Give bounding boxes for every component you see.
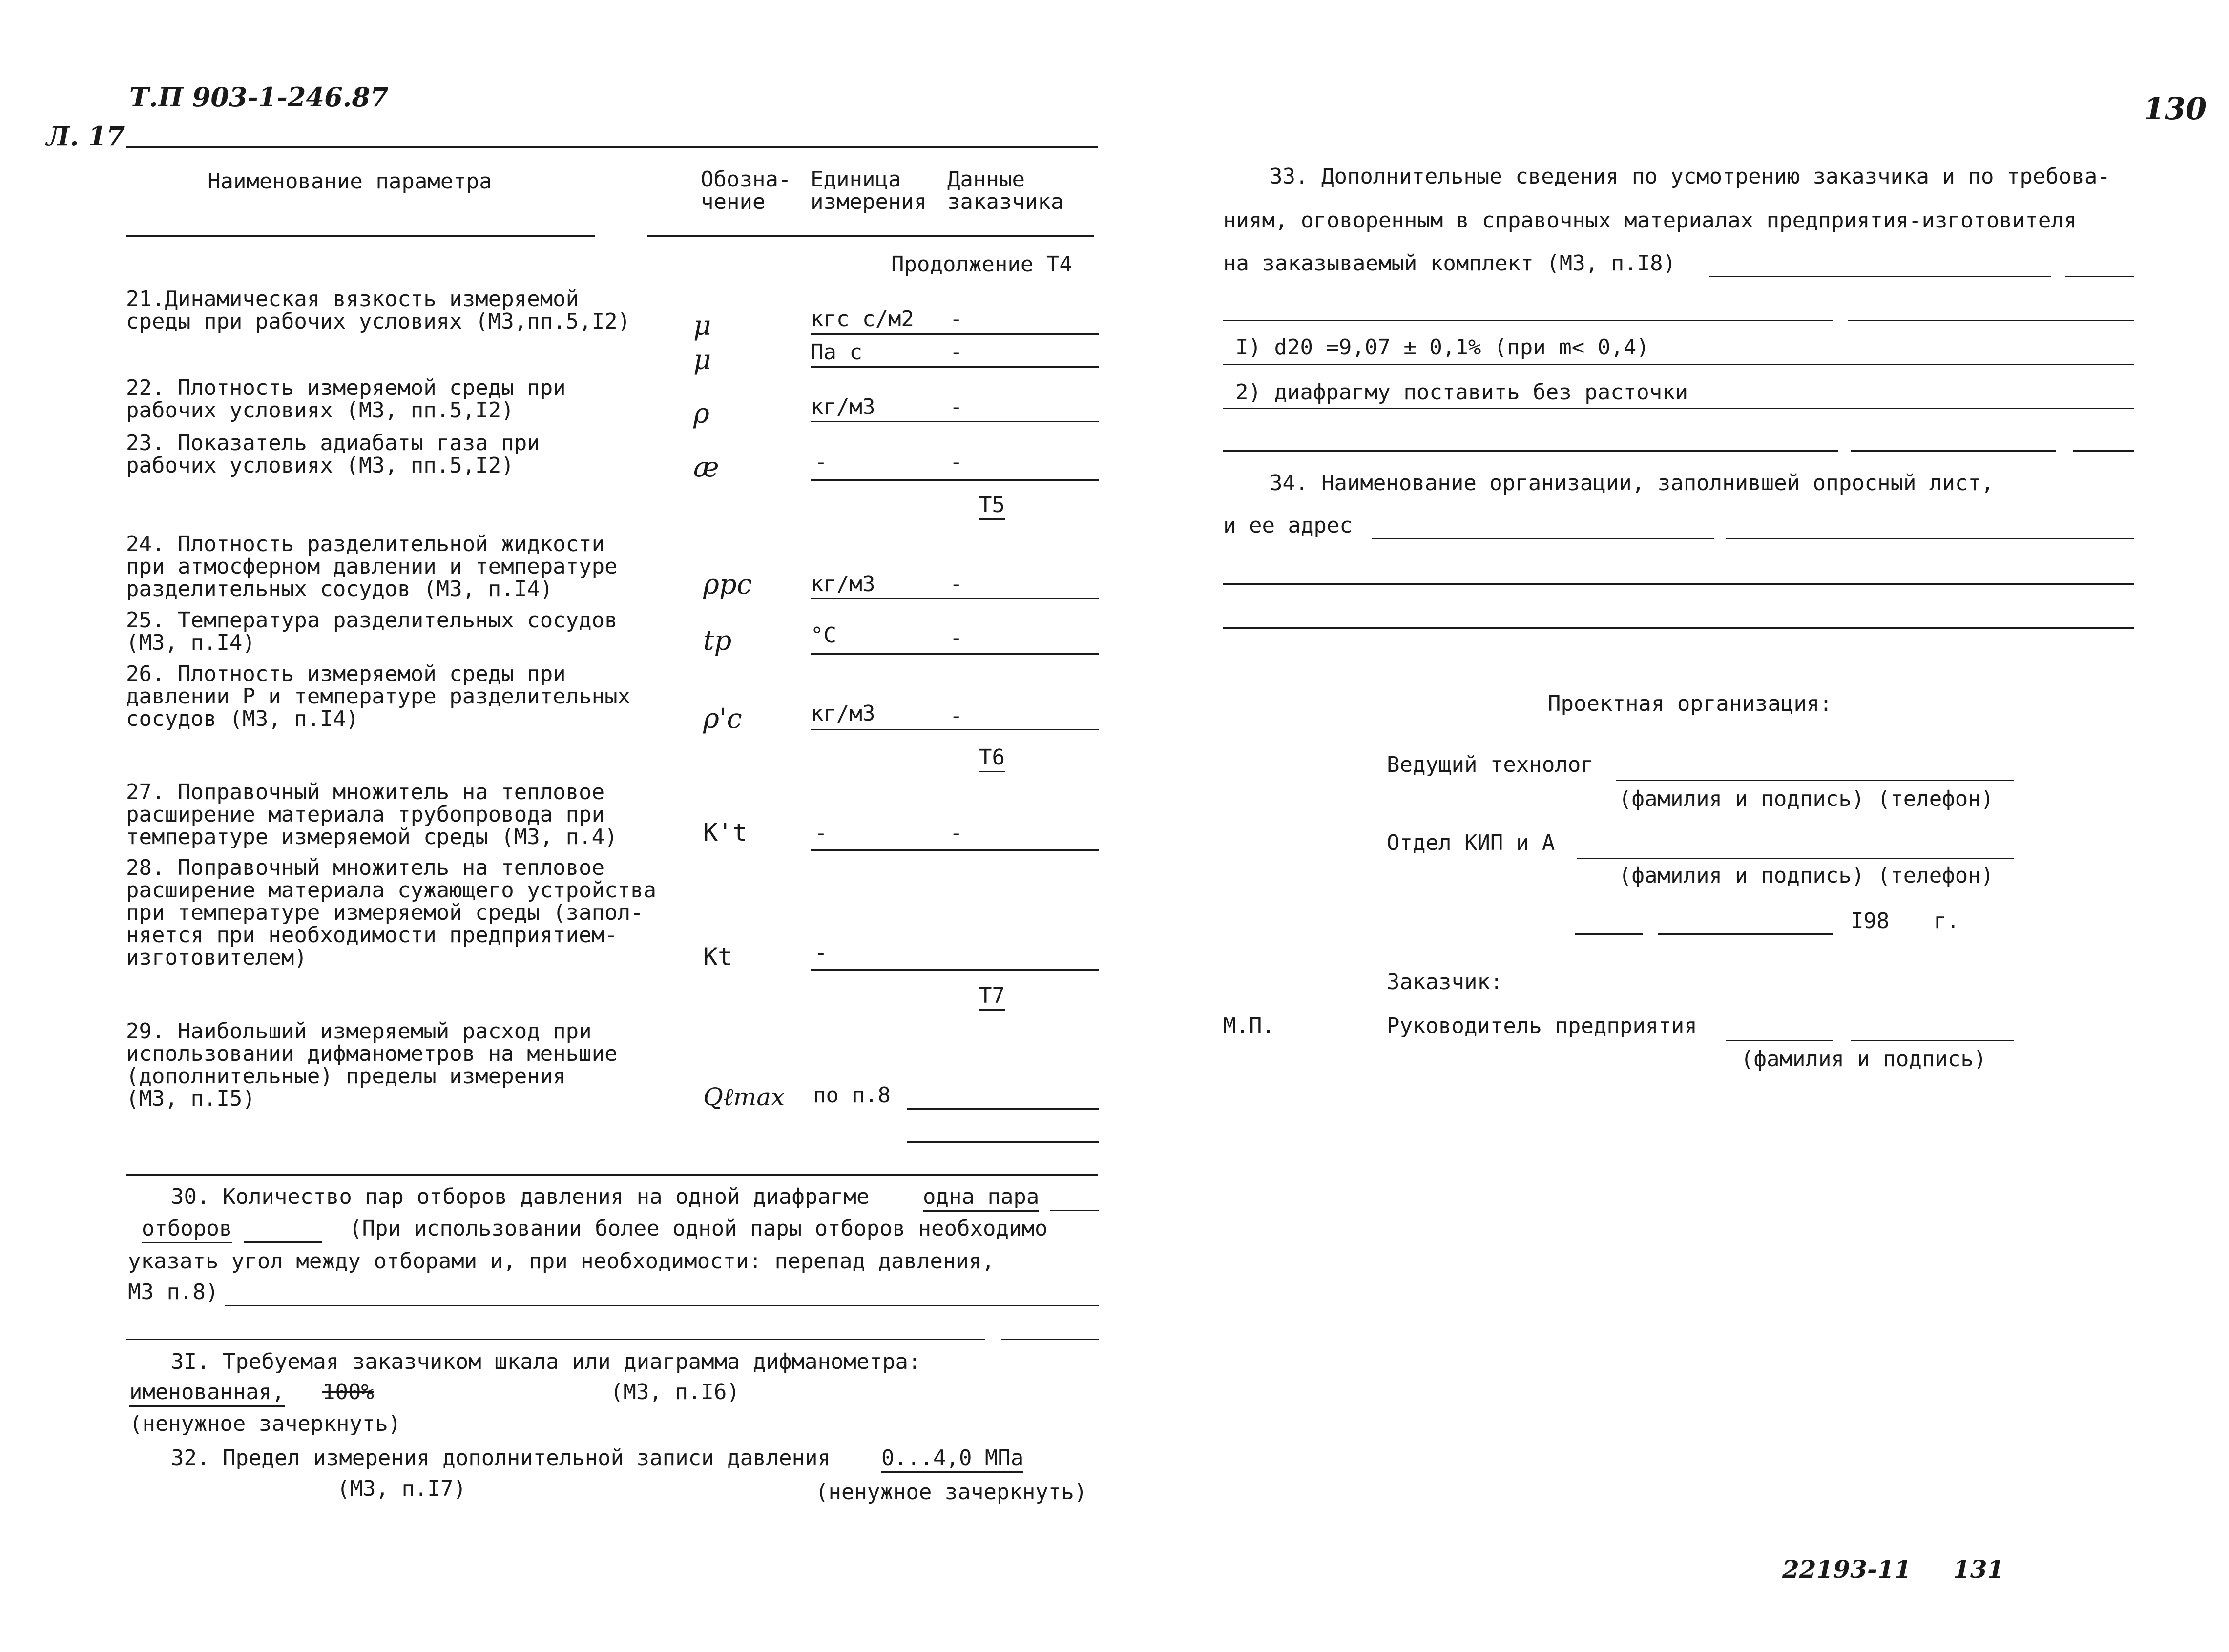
param-26-unit: кг/м3 bbox=[811, 701, 875, 726]
column-header-symbol: Обозна- чение bbox=[701, 167, 792, 214]
table-mark-t7: Т7 bbox=[979, 985, 1005, 1007]
param-21-data: - bbox=[950, 307, 963, 331]
table-bottom-rule bbox=[126, 1174, 1098, 1176]
item-32-note: (ненужное зачеркнуть) bbox=[815, 1480, 1087, 1505]
stamp-place-label: М.П. bbox=[1223, 1013, 1275, 1038]
item-32-value: 0...4,0 МПа bbox=[881, 1447, 1023, 1469]
year-text: I98 bbox=[1851, 909, 1890, 933]
item-30-rule-c bbox=[225, 1305, 1099, 1306]
item-34-rule-1 bbox=[1372, 538, 1714, 539]
param-29-rule-2 bbox=[907, 1141, 1099, 1143]
item-33-rule-1 bbox=[1709, 276, 2051, 277]
item-30-note-2: указать угол между отборами и, при необходимости: перепад давления, bbox=[128, 1249, 995, 1274]
director-label: Руководитель предприятия bbox=[1387, 1013, 1697, 1038]
item-34-rule-4 bbox=[1223, 627, 2134, 629]
item-33-line-1: 33. Дополнительные сведения по усмотрению заказчика и по требова- bbox=[1270, 164, 2110, 189]
param-24-data: - bbox=[950, 572, 963, 597]
param-29-text: 29. Наибольший измеряемый расход при использовании дифманометров на меньшие (дополнительные) пределы измерения (МЗ, п.I5) bbox=[126, 1019, 618, 1111]
param-21b-rule bbox=[811, 366, 1099, 368]
param-23-text: 23. Показатель адиабаты газа при рабочих условиях (МЗ, пп.5,I2) bbox=[126, 431, 540, 478]
param-27-symbol: К't bbox=[703, 818, 748, 847]
item-31-ref: (МЗ, п.I6) bbox=[610, 1380, 740, 1404]
param-27-text: 27. Поправочный множитель на тепловое расширение материала трубопровода при температуре измеряемой среды (МЗ, п.4) bbox=[126, 780, 618, 849]
param-24-rule bbox=[811, 598, 1099, 599]
param-29-rule-1 bbox=[907, 1108, 1099, 1110]
column-header-name: Наименование параметра bbox=[208, 169, 492, 194]
project-org-label: Проектная организация: bbox=[1548, 691, 1833, 716]
param-27-unit: - bbox=[814, 821, 828, 846]
param-24-unit: кг/м3 bbox=[811, 572, 875, 597]
item-30-note-3: МЗ п.8) bbox=[128, 1280, 219, 1304]
param-21-text: 21.Динамическая вязкость измеряемой среды при рабочих условиях (МЗ,пп.5,I2) bbox=[126, 287, 631, 334]
param-23-rule bbox=[811, 479, 1099, 481]
param-21b-data: - bbox=[950, 340, 963, 365]
table-mark-t6: Т6 bbox=[979, 747, 1005, 768]
param-23-symbol: æ bbox=[693, 452, 719, 483]
page-number-bottom: 131 bbox=[1953, 1555, 2004, 1584]
lead-technologist-label: Ведущий технолог bbox=[1387, 752, 1594, 777]
header-rule-2 bbox=[647, 235, 1094, 237]
param-26-text: 26. Плотность измеряемой среды при давлении Р и температуре разделительных сосудов (МЗ, п.I4) bbox=[126, 661, 631, 731]
param-26-data: - bbox=[950, 703, 963, 728]
table-top-rule bbox=[126, 146, 1098, 148]
item-30-rule-b bbox=[244, 1241, 322, 1243]
year-suffix: г. bbox=[1934, 909, 1959, 933]
director-rule-1 bbox=[1726, 1040, 1833, 1041]
continuation-label: Продолжение Т4 bbox=[891, 252, 1072, 277]
caption-3: (фамилия и подпись) bbox=[1741, 1047, 1987, 1072]
item-34-rule-3 bbox=[1223, 583, 2134, 585]
item-33-line-3: на заказываемый комплект (МЗ, п.I8) bbox=[1223, 251, 1676, 276]
table-mark-t5: Т5 bbox=[979, 495, 1005, 516]
param-22-text: 22. Плотность измеряемой среды при рабочих условиях (МЗ, пп.5,I2) bbox=[126, 375, 566, 423]
item-33-rule-7 bbox=[1223, 450, 1838, 452]
page-number-top: 130 bbox=[2144, 91, 2207, 126]
date-rule-1 bbox=[1575, 933, 1643, 935]
item-33-rule-2 bbox=[2065, 276, 2134, 277]
item-33-entry-2: 2) диафрагму поставить без расточки bbox=[1235, 380, 1688, 405]
item-33-entry-1: I) d20 =9,07 ± 0,1% (при m< 0,4) bbox=[1235, 335, 1649, 360]
item-30-rule-e bbox=[1001, 1339, 1099, 1340]
param-23-data: - bbox=[950, 450, 963, 475]
param-22-rule bbox=[811, 421, 1099, 422]
item-31-option-kept: именованная, bbox=[129, 1382, 285, 1403]
param-29-unit: по п.8 bbox=[813, 1083, 891, 1108]
lead-technologist-rule bbox=[1616, 780, 2014, 781]
param-24-text: 24. Плотность разделительной жидкости при атмосферном давлении и температуре разделительных сосудов (МЗ, п.I4) bbox=[126, 532, 618, 601]
param-22-symbol: ρ bbox=[693, 398, 709, 430]
param-21-unit: кгс с/м2 bbox=[811, 307, 914, 331]
item-33-rule-6 bbox=[1223, 408, 2134, 409]
item-30-rule-a bbox=[1050, 1210, 1099, 1211]
param-28-rule bbox=[811, 969, 1099, 971]
param-25-text: 25. Температура разделительных сосудов (МЗ, п.I4) bbox=[126, 608, 618, 655]
param-27-data: - bbox=[950, 821, 963, 846]
caption-1: (фамилия и подпись) (телефон) bbox=[1619, 786, 1994, 811]
kip-dept-label: Отдел КИП и А bbox=[1387, 830, 1555, 855]
param-29-symbol: Qℓmax bbox=[703, 1083, 785, 1111]
param-21-symbol: μ bbox=[693, 310, 711, 342]
param-25-data: - bbox=[950, 625, 963, 650]
param-26-symbol: ρ'с bbox=[703, 703, 742, 735]
item-34-rule-2 bbox=[1726, 538, 2134, 539]
kip-dept-rule bbox=[1577, 858, 2014, 859]
item-30-note-1: (При использовании более одной пары отборов необходимо bbox=[349, 1216, 1048, 1241]
item-33-rule-3 bbox=[1223, 320, 1833, 321]
document-code: Т.П 903-1-246.87 bbox=[129, 82, 389, 113]
item-33-rule-9 bbox=[2073, 450, 2134, 452]
header-rule-1 bbox=[126, 235, 595, 237]
param-21b-symbol: μ bbox=[693, 344, 711, 376]
item-34-line-2: и ее адрес bbox=[1223, 513, 1353, 538]
param-21b-unit: Па с bbox=[811, 340, 862, 365]
param-24-symbol: ρрс bbox=[703, 569, 752, 600]
item-31-lead: 3I. Требуемая заказчиком шкала или диаграмма дифманометра: bbox=[171, 1349, 921, 1374]
param-28-text: 28. Поправочный множитель на тепловое расширение материала сужающего устройства при температуре измеряемой среды (запол- няется при необходимости предприятием- изготовителем) bbox=[126, 855, 657, 970]
param-22-data: - bbox=[950, 394, 963, 419]
date-rule-2 bbox=[1658, 933, 1833, 935]
item-30-value-2: отборов bbox=[142, 1218, 232, 1239]
item-32-ref: (МЗ, п.I7) bbox=[337, 1476, 466, 1501]
item-33-rule-5 bbox=[1223, 364, 2134, 365]
param-28-unit: - bbox=[814, 940, 828, 965]
director-rule-2 bbox=[1851, 1040, 2014, 1041]
param-21-rule bbox=[811, 333, 1099, 335]
sheet-mark: Л. 17 bbox=[46, 121, 125, 152]
caption-2: (фамилия и подпись) (телефон) bbox=[1619, 863, 1994, 888]
param-25-rule bbox=[811, 653, 1099, 655]
item-30-lead: 30. Количество пар отборов давления на одной диафрагме bbox=[171, 1184, 870, 1209]
item-33-rule-8 bbox=[1851, 450, 2056, 452]
column-header-data: Данные заказчика bbox=[947, 167, 1064, 214]
param-26-rule bbox=[811, 729, 1099, 730]
item-32-lead: 32. Предел измерения дополнительной записи давления bbox=[171, 1446, 831, 1470]
customer-label: Заказчик: bbox=[1387, 970, 1503, 994]
item-30-rule-d bbox=[126, 1339, 985, 1340]
item-33-rule-4 bbox=[1848, 320, 2134, 321]
bottom-code: 22193-11 bbox=[1782, 1555, 1912, 1584]
param-22-unit: кг/м3 bbox=[811, 394, 875, 419]
param-27-rule bbox=[811, 849, 1099, 851]
item-31-note: (ненужное зачеркнуть) bbox=[129, 1411, 401, 1436]
item-31-option-struck: 100% bbox=[322, 1380, 374, 1404]
item-33-line-2: ниям, оговоренным в справочных материалах предприятия-изготовителя bbox=[1223, 208, 2077, 233]
param-25-symbol: tр bbox=[703, 625, 732, 657]
column-header-unit: Единица измерения bbox=[811, 167, 927, 214]
param-28-symbol: Кt bbox=[703, 943, 733, 971]
item-30-value-1: одна пара bbox=[923, 1186, 1039, 1208]
param-25-unit: °С bbox=[811, 623, 836, 648]
param-23-unit: - bbox=[814, 450, 828, 475]
item-34-line-1: 34. Наименование организации, заполнившей опросный лист, bbox=[1270, 471, 1994, 496]
